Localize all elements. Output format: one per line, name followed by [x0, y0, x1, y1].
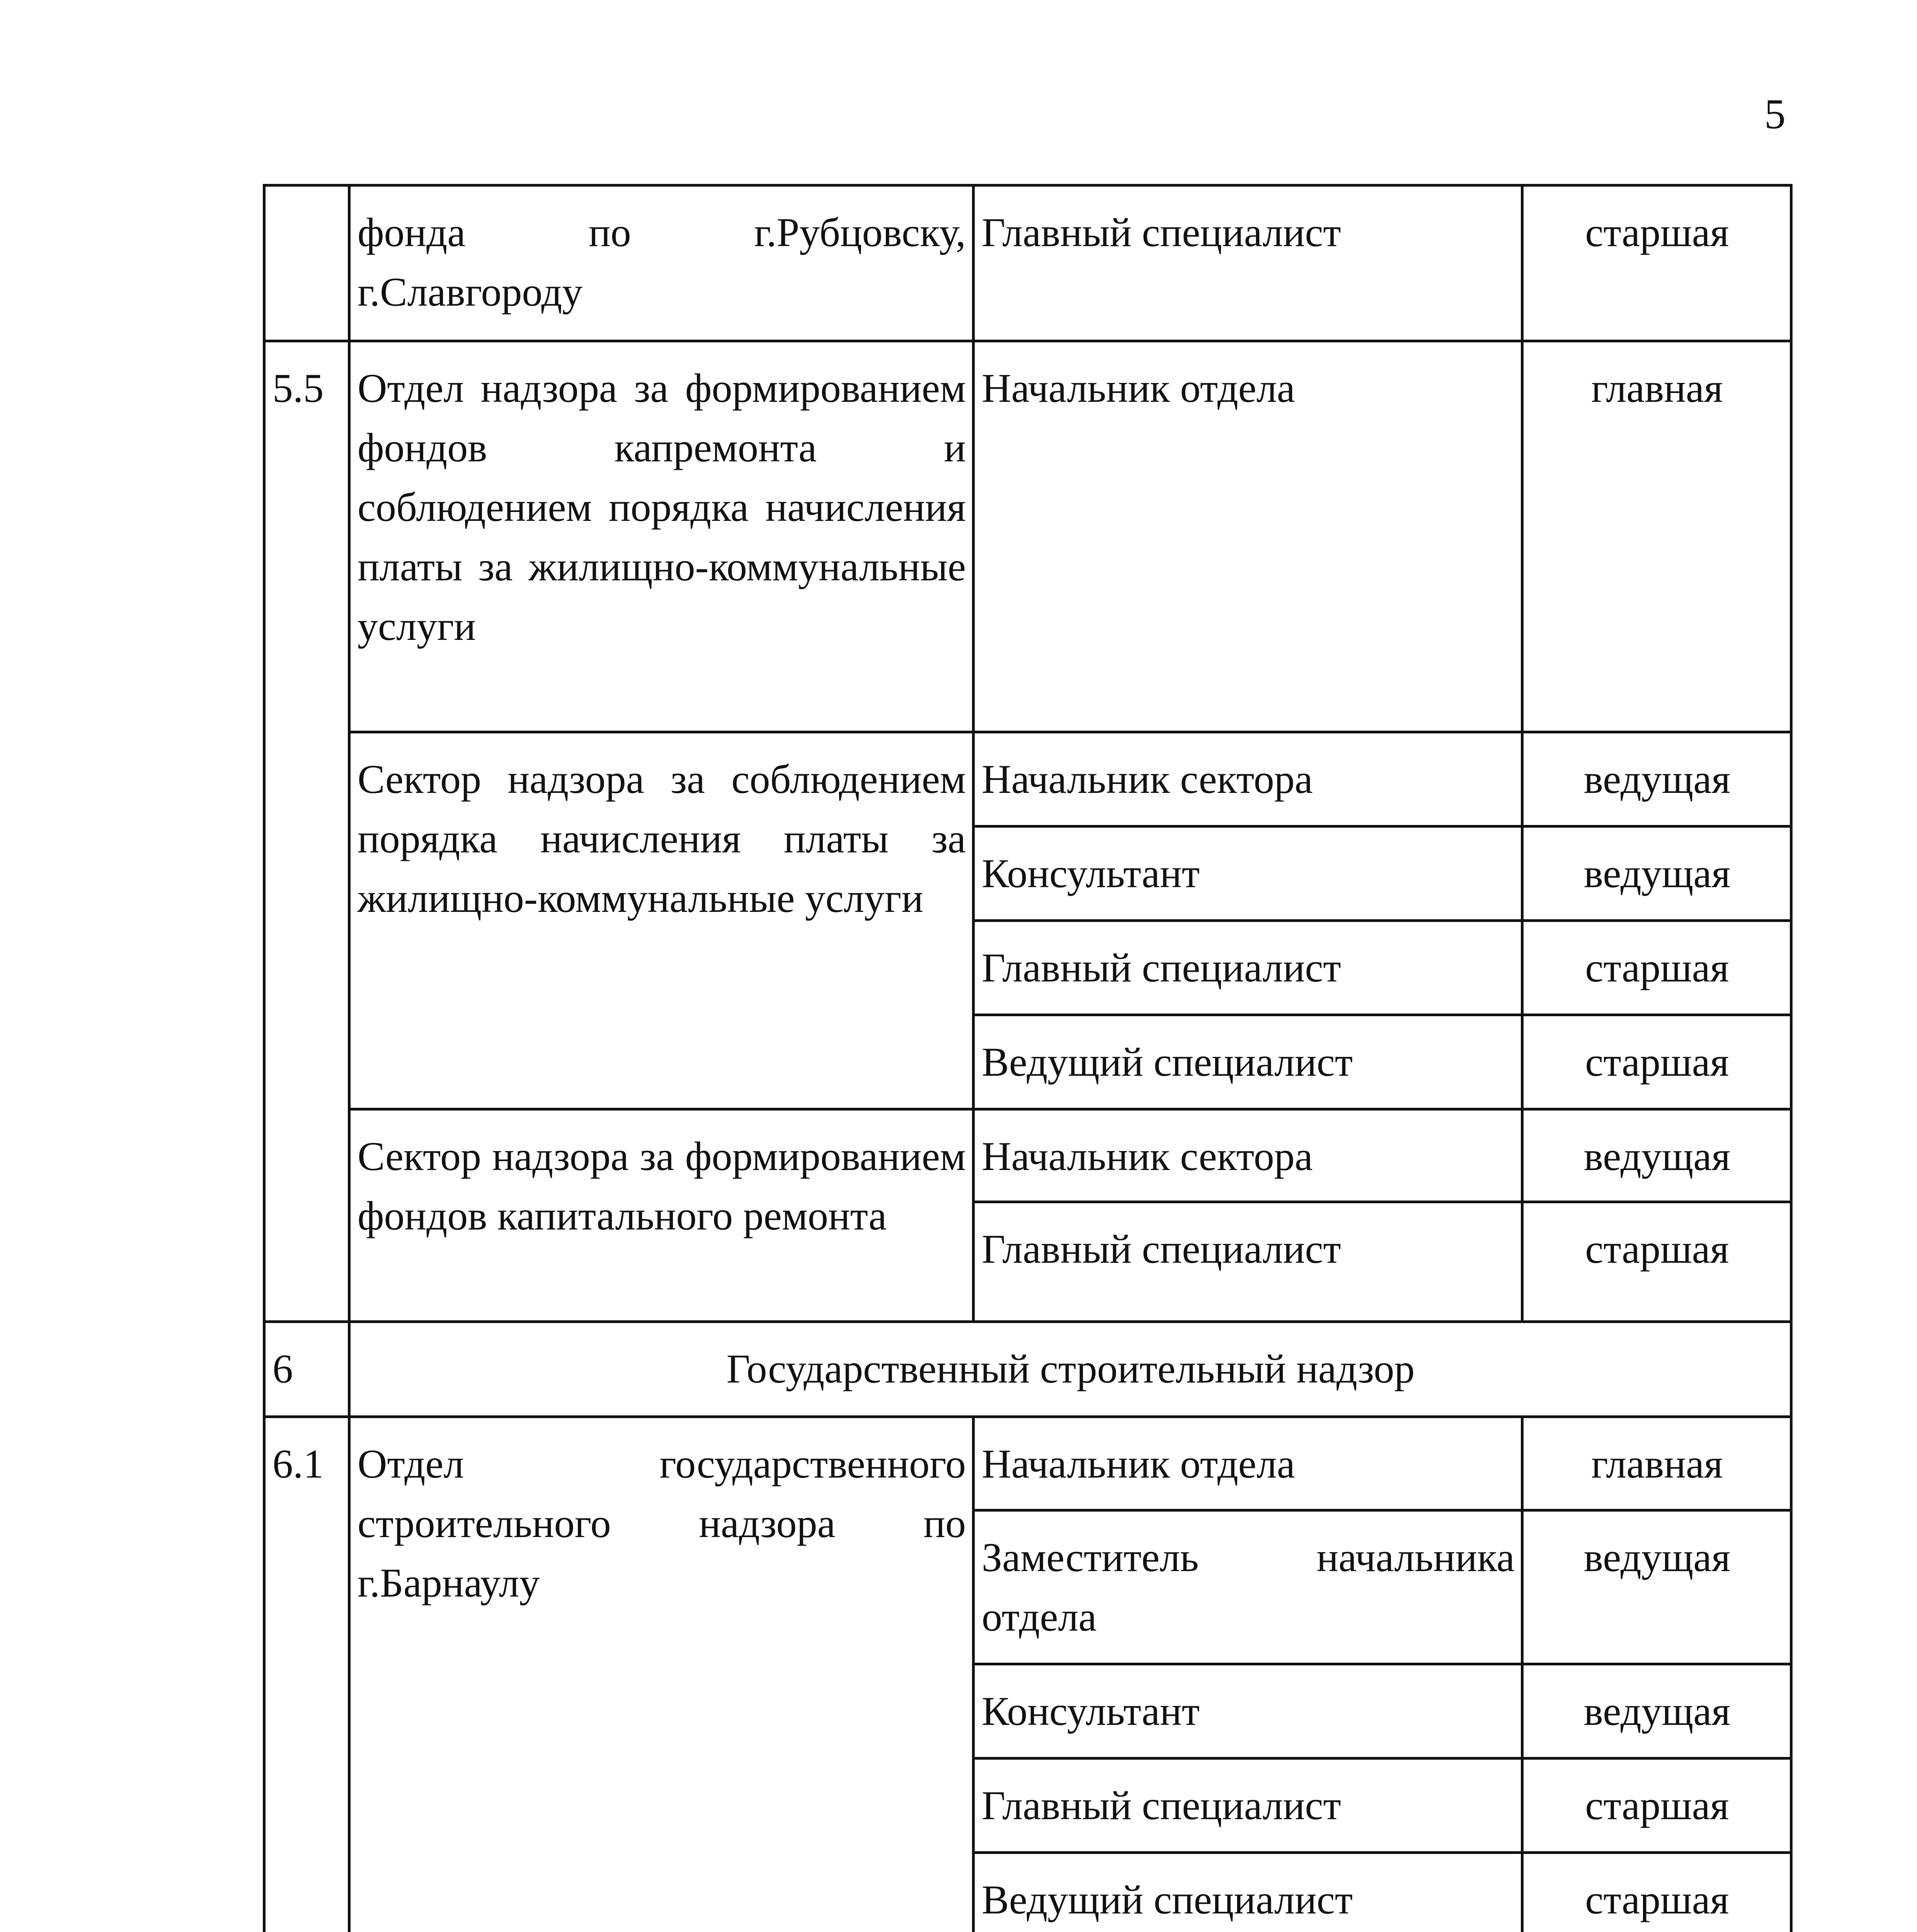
unit-name-cell: Отдел надзора за формированием фондов капремонта и соблюдением порядка начисления платы за жилищно-коммунальные услуги	[349, 341, 974, 732]
unit-name-cell: Отдел государственного строительного надзора по г.Барнаулу	[349, 1417, 974, 1932]
group-cell: главная	[1522, 1417, 1791, 1510]
group-cell: ведущая	[1522, 1109, 1791, 1202]
group-cell: старшая	[1522, 1015, 1791, 1109]
group-cell: старшая	[1522, 1853, 1791, 1932]
group-cell: ведущая	[1522, 827, 1791, 921]
group-cell: ведущая	[1522, 732, 1791, 827]
group-cell: старшая	[1522, 1202, 1791, 1322]
page-number: 5	[1764, 90, 1786, 138]
position-cell: Начальник отдела	[974, 341, 1522, 732]
position-cell: Главный специалист	[974, 921, 1522, 1015]
table-row	[264, 185, 1791, 341]
section-row	[264, 1322, 1791, 1417]
table-row	[264, 732, 1791, 827]
group-cell: старшая	[1522, 1759, 1791, 1853]
row-number-cell: 6	[264, 1322, 349, 1417]
position-cell: Главный специалист	[974, 185, 1522, 341]
unit-name-cell: фонда по г.Рубцовску, г.Славгороду	[349, 185, 974, 341]
position-cell: Ведущий специалист	[974, 1853, 1522, 1932]
row-number-cell: 5.5	[264, 341, 349, 1322]
position-cell: Начальник отдела	[974, 1417, 1522, 1510]
position-cell: Консультант	[974, 1664, 1522, 1759]
position-cell: Главный специалист	[974, 1202, 1522, 1322]
table-row	[264, 1417, 1791, 1510]
table-row	[264, 1109, 1791, 1202]
group-cell: старшая	[1522, 921, 1791, 1015]
row-number-cell: 6.1	[264, 1417, 349, 1932]
position-cell: Ведущий специалист	[974, 1015, 1522, 1109]
unit-name-cell: Сектор надзора за формированием фондов капитального ремонта	[349, 1109, 974, 1322]
unit-name-cell: Сектор надзора за соблюдением порядка начисления платы за жилищно-коммунальные услуги	[349, 732, 974, 1109]
position-cell: Начальник сектора	[974, 1109, 1522, 1202]
position-cell: Консультант	[974, 827, 1522, 921]
row-number-cell	[264, 185, 349, 341]
group-cell: ведущая	[1522, 1510, 1791, 1664]
group-cell: ведущая	[1522, 1664, 1791, 1759]
position-cell: Главный специалист	[974, 1759, 1522, 1853]
section-title-cell: Государственный строительный надзор	[349, 1322, 1791, 1417]
position-cell: Начальник сектора	[974, 732, 1522, 827]
table-row	[264, 341, 1791, 732]
staffing-table	[263, 184, 1793, 1932]
group-cell: старшая	[1522, 185, 1791, 341]
group-cell: главная	[1522, 341, 1791, 732]
position-cell: Заместитель начальника отдела	[974, 1510, 1522, 1664]
